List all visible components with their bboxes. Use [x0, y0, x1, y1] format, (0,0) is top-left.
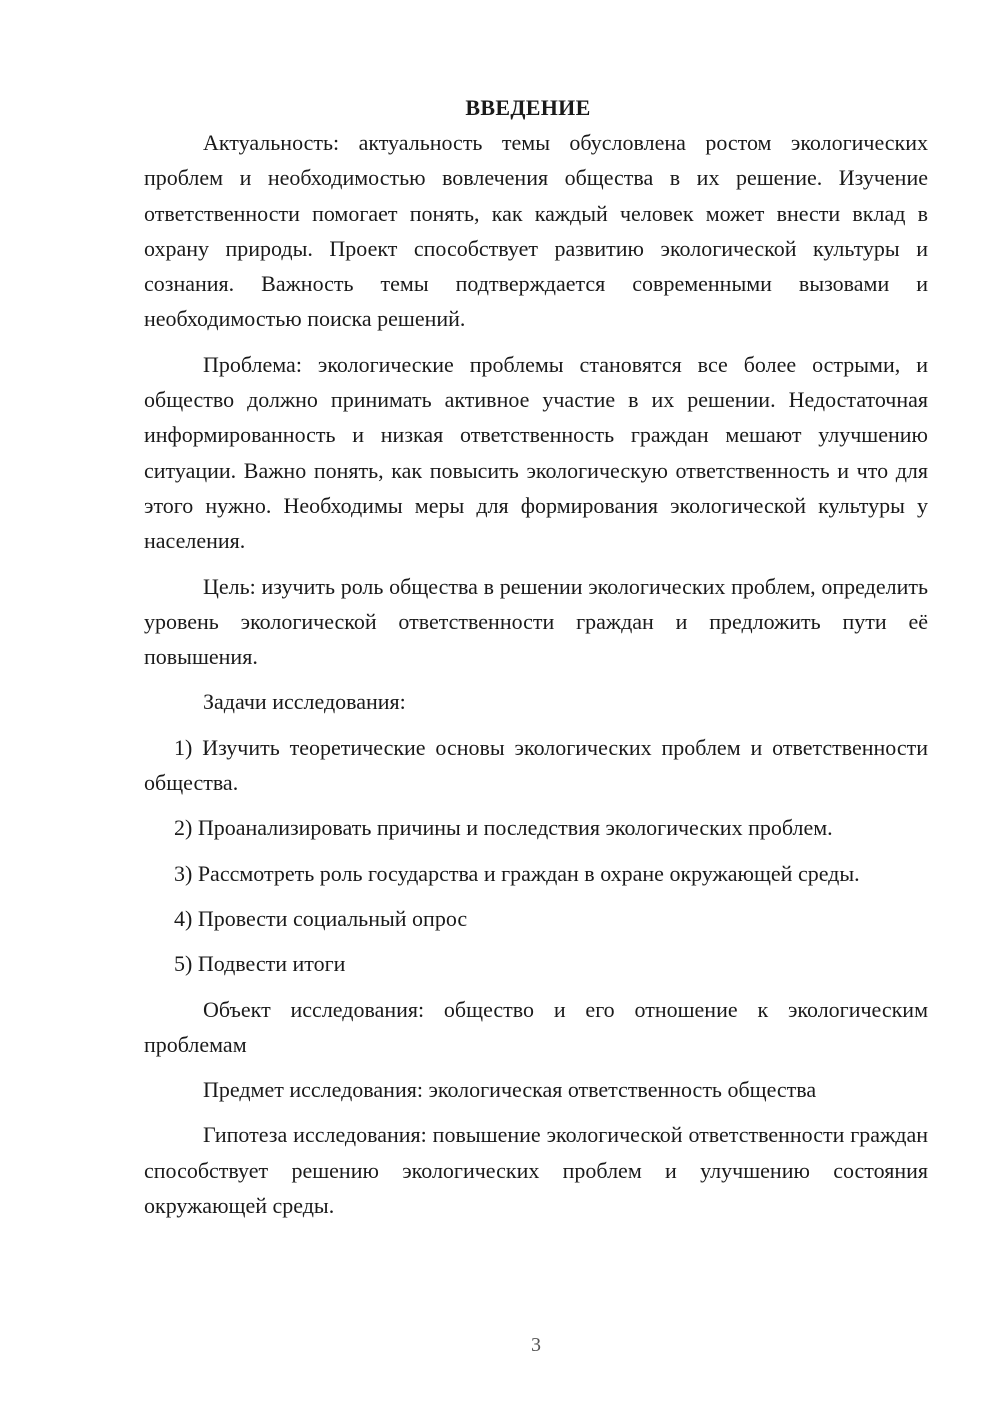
- task-item-5: 5) Подвести итоги: [174, 951, 346, 977]
- problem-paragraph: Проблема: экологические проблемы становятся все более острыми, и общество должно принимать активное участие в их решении. Недостаточная информированность и низкая ответственность граждан мешают улучшению ситуации. Важно понять, как повысить экологическую ответственность и что для этого нужно. Необходимы меры для формирования экологической культуры у населения.: [144, 351, 928, 554]
- document-page: [144, 90, 928, 1223]
- task-item-3: 3) Рассмотреть роль государства и граждан в охране окружающей среды.: [174, 860, 860, 886]
- hypothesis-paragraph: Гипотеза исследования: повышение экологической ответственности граждан способствует решению экологических проблем и улучшению состояния окружающей среды.: [144, 1122, 928, 1219]
- object-paragraph: Объект исследования: общество и его отношение к экологическим проблемам: [144, 996, 928, 1057]
- page-title: ВВЕДЕНИЕ: [465, 95, 591, 120]
- task-item-1: 1) Изучить теоретические основы экологических проблем и ответственности общества.: [144, 734, 928, 796]
- subject-paragraph: Предмет исследования: экологическая ответственность общества: [203, 1077, 817, 1103]
- task-item-4: 4) Провести социальный опрос: [174, 905, 468, 931]
- goal-paragraph: Цель: изучить роль общества в решении экологических проблем, определить уровень экологической ответственности граждан и предложить пути её повышения.: [144, 573, 928, 670]
- task-item-2: 2) Проанализировать причины и последствия экологических проблем.: [174, 815, 833, 841]
- tasks-title: Задачи исследования:: [203, 689, 406, 715]
- page-number: 3: [531, 1334, 541, 1356]
- relevance-paragraph: Актуальность: актуальность темы обусловлена ростом экологических проблем и необходимостью вовлечения общества в их решение. Изучение ответственности помогает понять, как каждый человек может внести вклад в охрану природы. Проект способствует развитию экологической культуры и сознания. Важность темы подтверждается современными вызовами и необходимостью поиска решений.: [144, 130, 928, 332]
